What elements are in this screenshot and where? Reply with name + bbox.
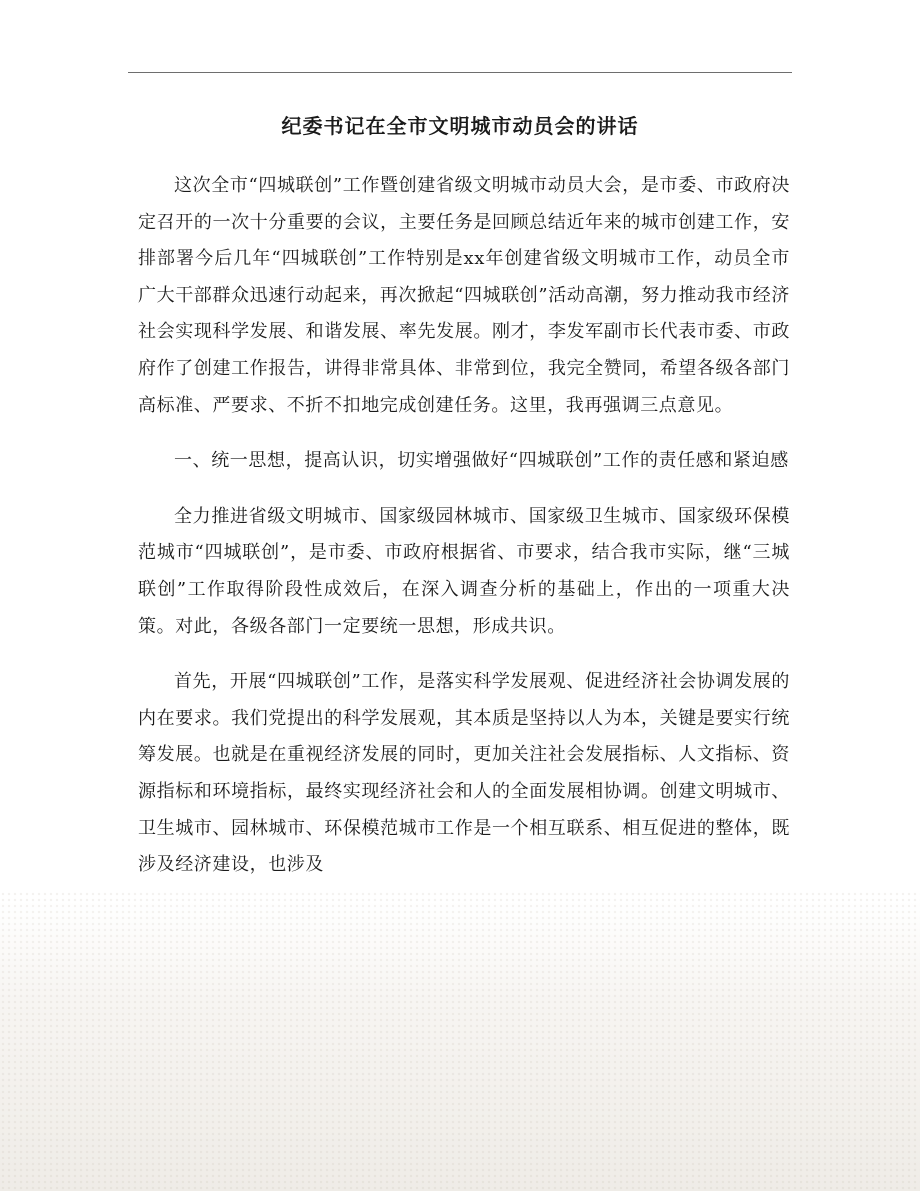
document-title: 纪委书记在全市文明城市动员会的讲话 xyxy=(281,114,639,138)
header-rule xyxy=(128,72,792,73)
paper-texture xyxy=(0,891,920,1191)
section-heading-1: 一、统一思想，提高认识，切实增强做好“四城联创”工作的责任感和紧迫感 xyxy=(174,450,789,472)
paragraph-first-point: 首先，开展“四城联创”工作，是落实科学发展观、促进经济社会协调发展的内在要求。我们党提出的科学发展观，其本质是坚持以人为本，关键是要实行统筹发展。也就是在重视经济发展的同时，更加关注社会发展指标、人文指标、资源指标和环境指标，最终实现经济社会和人的全面发展相协调。创建文明城市、卫生城市、园林城市、环保模范城市工作是一个相互联系、相互促进的整体，既涉及经济建设，也涉及 xyxy=(138,671,790,876)
document-body xyxy=(138,168,790,903)
paragraph-intro: 这次全市“四城联创”工作暨创建省级文明城市动员大会，是市委、市政府决定召开的一次十分重要的会议，主要任务是回顾总结近年来的城市创建工作，安排部署今后几年“四城联创”工作特别是xx年创建省级文明城市工作，动员全市广大干部群众迅速行动起来，再次掀起“四城联创”活动高潮，努力推动我市经济社会实现科学发展、和谐发展、率先发展。刚才，李发军副市长代表市委、市政府作了创建工作报告，讲得非常具体、非常到位，我完全赞同，希望各级各部门高标准、严要求、不折不扣地完成创建任务。这里，我再强调三点意见。 xyxy=(138,175,791,416)
paragraph-section-1: 全力推进省级文明城市、国家级园林城市、国家级卫生城市、国家级环保模范城市“四城联创”，是市委、市政府根据省、市要求，结合我市实际，继“三城联创”工作取得阶段性成效后，在深入调查分析的基础上，作出的一项重大决策。对此，各级各部门一定要统一思想，形成共识。 xyxy=(138,505,790,637)
